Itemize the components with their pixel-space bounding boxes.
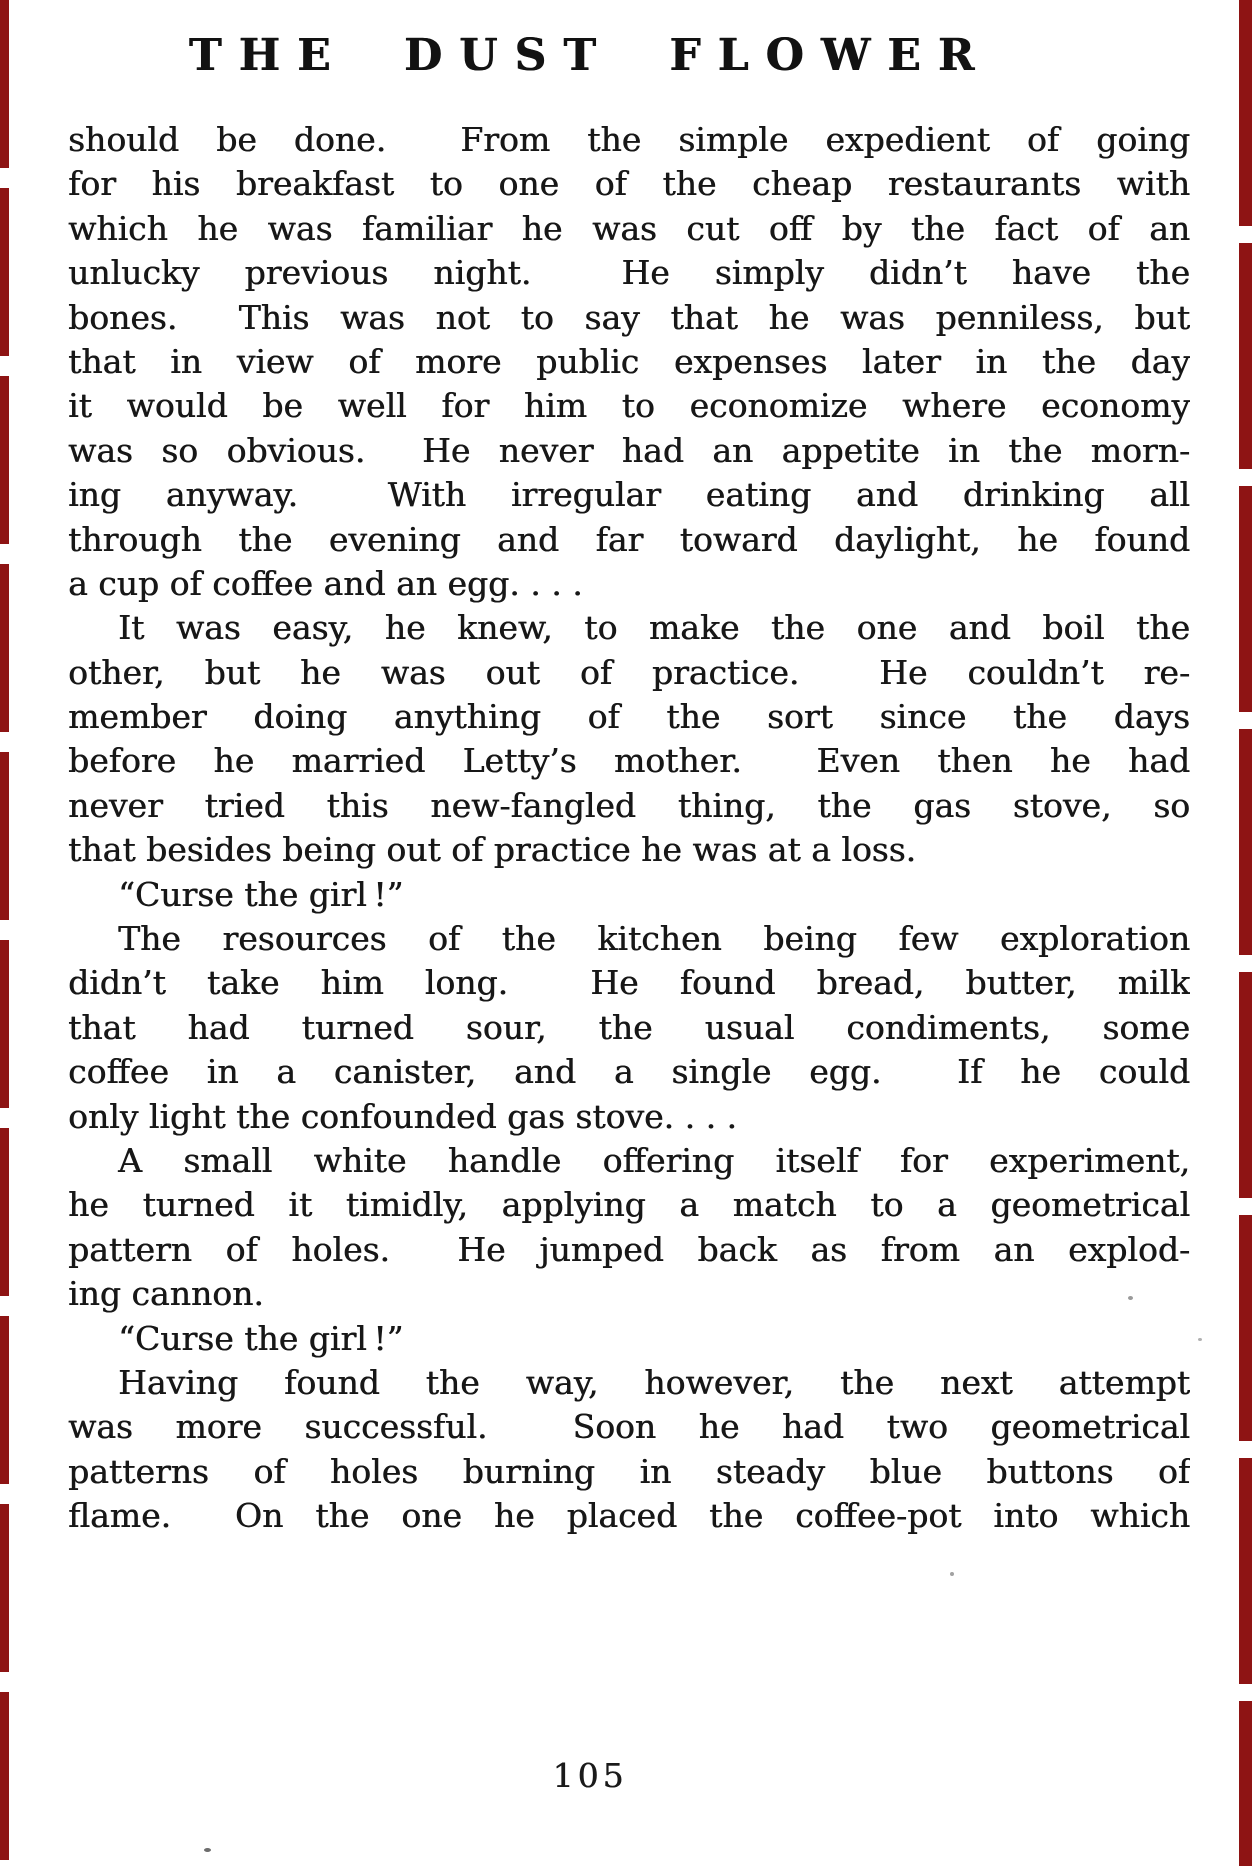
text-line: that had turned sour, the usual condiments, some xyxy=(68,1007,1190,1047)
paragraph xyxy=(68,118,1190,606)
text-line: other, but he was out of practice. He couldn’t re- xyxy=(68,652,1190,692)
paragraph xyxy=(68,606,1190,872)
scan-edge-mark-right xyxy=(1239,0,1252,1866)
text-line: it would be well for him to economize where economy xyxy=(68,386,1190,426)
text-line: Having found the way, however, the next attempt xyxy=(118,1362,1190,1402)
paragraph xyxy=(68,917,1190,1139)
text-line: unlucky previous night. He simply didn’t have the xyxy=(68,253,1190,293)
text-line: should be done. From the simple expedient of going xyxy=(68,120,1190,159)
paragraph xyxy=(68,1361,1190,1539)
text-line: flame. On the one he placed the coffee-pot into which xyxy=(68,1496,1190,1536)
text-line: ing anyway. With irregular eating and drinking all xyxy=(68,475,1190,515)
text-line: through the evening and far toward daylight, he found xyxy=(68,519,1190,559)
text-line: pattern of holes. He jumped back as from an explod- xyxy=(68,1229,1190,1269)
text-line: didn’t take him long. He found bread, butter, milk xyxy=(68,963,1190,1003)
text-line: bones. This was not to say that he was penniless, but xyxy=(68,297,1190,337)
paragraph xyxy=(68,1317,1190,1361)
text-line: he turned it timidly, applying a match to a geometrical xyxy=(68,1185,1190,1225)
text-line: for his breakfast to one of the cheap restaurants with xyxy=(68,164,1190,204)
paragraph xyxy=(68,873,1190,917)
text-line: member doing anything of the sort since the days xyxy=(68,697,1190,737)
text-line: coffee in a canister, and a single egg. If he could xyxy=(68,1052,1190,1092)
text-line: never tried this new-fangled thing, the gas stove, so xyxy=(68,785,1190,825)
text-block xyxy=(68,118,1190,1539)
text-line: “Curse the girl !” xyxy=(118,874,404,914)
text-line: was more successful. Soon he had two geometrical xyxy=(68,1407,1190,1447)
text-line: which he was familiar he was cut off by the fact of an xyxy=(68,208,1190,248)
scan-edge-mark-left xyxy=(0,0,9,1866)
text-line: patterns of holes burning in steady blue buttons of xyxy=(68,1451,1190,1491)
text-line: was so obvious. He never had an appetite in the morn- xyxy=(68,430,1190,470)
text-line: ing cannon. xyxy=(68,1274,264,1314)
text-line: a cup of coffee and an egg. . . . xyxy=(68,563,583,603)
text-line: that in view of more public expenses later in the day xyxy=(68,341,1190,381)
running-head-title: THE DUST FLOWER xyxy=(188,30,992,81)
paragraph xyxy=(68,1139,1190,1317)
scan-speck xyxy=(1128,1296,1133,1300)
scan-speck xyxy=(1198,1338,1202,1341)
text-line: “Curse the girl !” xyxy=(118,1318,404,1358)
page-number: 105 xyxy=(552,1756,628,1795)
text-line: The resources of the kitchen being few exploration xyxy=(118,919,1190,959)
text-line: A small white handle offering itself for experiment, xyxy=(118,1140,1190,1180)
text-line: only light the confounded gas stove. . . . xyxy=(68,1096,737,1136)
scan-speck xyxy=(204,1848,211,1852)
scan-speck xyxy=(950,1572,954,1576)
text-line: that besides being out of practice he was at a loss. xyxy=(68,830,917,870)
text-line: It was easy, he knew, to make the one and boil the xyxy=(118,608,1190,648)
text-line: before he married Letty’s mother. Even then he had xyxy=(68,741,1190,781)
